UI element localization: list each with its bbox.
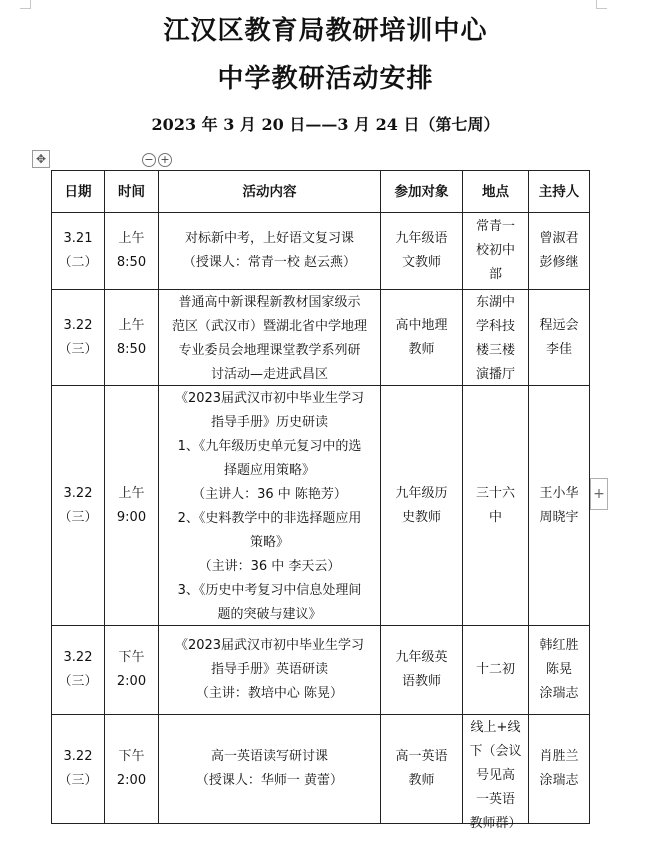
cell-line: （授课人：华师一 黄蕾） bbox=[195, 773, 344, 788]
cell-audience-text bbox=[385, 745, 458, 793]
cell-host bbox=[529, 213, 590, 290]
cell-line: 演播厅 bbox=[475, 366, 515, 382]
cell-line: 8:50 bbox=[116, 255, 147, 270]
header-host: 主持人 bbox=[529, 171, 590, 213]
cell-time bbox=[105, 715, 159, 824]
cell-line: 上午 bbox=[118, 485, 145, 501]
cell-host-text bbox=[533, 227, 585, 275]
cell-time bbox=[105, 386, 159, 626]
cell-content bbox=[159, 715, 381, 824]
cell-place bbox=[463, 386, 529, 626]
cell-line: 教师 bbox=[408, 341, 435, 357]
cell-line: 王小华 bbox=[539, 485, 579, 501]
schedule-table bbox=[51, 170, 590, 831]
cell-line: 专业委员会地理课堂教学系列研 bbox=[178, 342, 361, 358]
cell-date bbox=[52, 715, 105, 824]
cell-content bbox=[159, 290, 381, 386]
cell-place bbox=[463, 213, 529, 290]
header-audience: 参加对象 bbox=[381, 171, 463, 213]
week-range: 2023 年 3 月 20 日——3 月 24 日（第七周） bbox=[151, 115, 500, 134]
cell-host bbox=[529, 290, 590, 386]
page-title: 江汉区教育局教研培训中心 bbox=[163, 16, 488, 46]
cell-line: （三） bbox=[58, 341, 98, 357]
cell-line: （授课人：常青一校 赵云燕） bbox=[182, 255, 357, 270]
cell-line: 2:00 bbox=[116, 773, 147, 788]
cell-line: 涂瑞志 bbox=[539, 773, 579, 788]
cell-line: 线上+线 bbox=[470, 719, 521, 735]
cell-line: 3.22 bbox=[63, 317, 93, 333]
page-corner-mark-right bbox=[596, 0, 607, 9]
cell-line: （二） bbox=[58, 255, 98, 270]
cell-time bbox=[105, 626, 159, 715]
page-subtitle: 中学教研活动安排 bbox=[217, 64, 434, 94]
cell-line: 东湖中 bbox=[475, 294, 515, 310]
cell-line: 策略》 bbox=[249, 534, 289, 550]
header-time: 时间 bbox=[105, 171, 159, 213]
cell-line: 教师群） bbox=[469, 815, 522, 831]
cell-content bbox=[159, 626, 381, 715]
cell-time-text bbox=[109, 745, 154, 793]
table-row bbox=[52, 386, 590, 626]
cell-line: 涂瑞志 bbox=[539, 686, 579, 701]
cell-time-text bbox=[109, 227, 154, 275]
cell-date bbox=[52, 213, 105, 290]
cell-audience bbox=[381, 626, 463, 715]
cell-host bbox=[529, 626, 590, 715]
cell-line: 对标新中考，上好语文复习课 bbox=[184, 231, 354, 246]
header-content: 活动内容 bbox=[159, 171, 381, 213]
add-row-icon[interactable]: + bbox=[590, 478, 608, 510]
cell-place bbox=[463, 626, 529, 715]
cell-line: 学科技 bbox=[475, 318, 515, 334]
cell-line: 教师 bbox=[408, 773, 435, 788]
page-corner-mark-left bbox=[20, 0, 31, 9]
cell-date bbox=[52, 290, 105, 386]
table-row bbox=[52, 626, 590, 715]
cell-line: 9:00 bbox=[116, 509, 147, 525]
cell-audience-text bbox=[385, 227, 458, 275]
cell-host-text bbox=[533, 314, 585, 362]
cell-line: 范区（武汉市）暨湖北省中学地理 bbox=[171, 318, 367, 334]
cell-line: 高一英语 bbox=[395, 749, 448, 764]
cell-line: 择题应用策略》 bbox=[223, 462, 315, 478]
cell-audience bbox=[381, 213, 463, 290]
cell-line: 下（会议 bbox=[469, 743, 522, 759]
cell-date bbox=[52, 386, 105, 626]
cell-line: 肖胜兰 bbox=[539, 749, 579, 764]
cell-audience bbox=[381, 386, 463, 626]
cell-host bbox=[529, 715, 590, 824]
cell-date-text bbox=[56, 745, 100, 793]
cell-place-text bbox=[467, 291, 524, 385]
cell-content-text bbox=[163, 227, 376, 275]
cell-place-text bbox=[467, 658, 524, 682]
cell-line: 十二初 bbox=[475, 662, 515, 677]
cell-host bbox=[529, 386, 590, 626]
cell-line: （主讲：教培中心 陈晃） bbox=[195, 686, 344, 701]
cell-line: 楼三楼 bbox=[475, 342, 515, 358]
add-column-icon[interactable]: + bbox=[158, 153, 172, 167]
cell-content-text bbox=[163, 291, 376, 385]
cell-line: 3.22 bbox=[63, 650, 93, 665]
cell-line: 校初中 bbox=[475, 243, 515, 258]
cell-line: 一英语 bbox=[475, 791, 515, 807]
cell-date bbox=[52, 626, 105, 715]
remove-column-icon[interactable]: − bbox=[142, 153, 156, 167]
cell-line: （主讲人：36 中 陈艳芳） bbox=[192, 486, 347, 502]
cell-line: 部 bbox=[488, 267, 502, 282]
table-header-row bbox=[52, 171, 590, 213]
cell-line: 李佳 bbox=[545, 341, 572, 357]
cell-line: 3.22 bbox=[63, 485, 93, 501]
cell-time bbox=[105, 290, 159, 386]
cell-line: 指导手册》历史研读 bbox=[210, 414, 328, 430]
cell-line: 3.21 bbox=[63, 231, 93, 246]
cell-audience-text bbox=[385, 646, 458, 694]
cell-line: 语教师 bbox=[401, 674, 441, 689]
table-move-handle-icon[interactable]: ✥ bbox=[32, 150, 50, 168]
cell-time-text bbox=[109, 482, 154, 530]
cell-line: 2:00 bbox=[116, 674, 147, 689]
cell-line: 程远会 bbox=[539, 317, 579, 333]
cell-line: 韩红胜 bbox=[539, 638, 579, 653]
cell-line: 陈晃 bbox=[545, 662, 572, 677]
cell-line: （主讲：36 中 李天云） bbox=[198, 558, 341, 574]
cell-line: 讨活动—走进武昌区 bbox=[210, 366, 328, 382]
table-row bbox=[52, 290, 590, 386]
cell-line: 下午 bbox=[118, 650, 145, 665]
cell-date-text bbox=[56, 314, 100, 362]
cell-line: 文教师 bbox=[401, 255, 441, 270]
cell-place-text bbox=[467, 215, 524, 287]
cell-line: 高中地理 bbox=[395, 317, 448, 333]
cell-line: 彭修继 bbox=[539, 255, 579, 270]
cell-host-text bbox=[533, 745, 585, 793]
cell-line: 8:50 bbox=[116, 341, 147, 357]
cell-place bbox=[463, 290, 529, 386]
cell-date-text bbox=[56, 646, 100, 694]
cell-date-text bbox=[56, 227, 100, 275]
cell-line: 上午 bbox=[118, 231, 145, 246]
cell-content-text bbox=[163, 634, 376, 706]
cell-line: 中 bbox=[488, 509, 502, 525]
cell-place bbox=[463, 715, 529, 831]
cell-time bbox=[105, 213, 159, 290]
cell-line: 曾淑君 bbox=[539, 231, 579, 246]
cell-line: 指导手册》英语研读 bbox=[210, 662, 328, 677]
cell-line: 三十六 bbox=[475, 485, 515, 501]
table-row bbox=[52, 213, 590, 290]
cell-line: 《2023届武汉市初中毕业生学习 bbox=[174, 390, 365, 406]
cell-audience bbox=[381, 290, 463, 386]
cell-place-text bbox=[467, 716, 524, 831]
header-place: 地点 bbox=[463, 171, 529, 213]
cell-content bbox=[159, 213, 381, 290]
cell-audience bbox=[381, 715, 463, 824]
cell-line: 九年级语 bbox=[395, 231, 448, 246]
cell-line: 1、《九年级历史单元复习中的选 bbox=[177, 438, 362, 454]
cell-content bbox=[159, 386, 381, 626]
cell-host-text bbox=[533, 482, 585, 530]
cell-audience-text bbox=[385, 482, 458, 530]
cell-audience-text bbox=[385, 314, 458, 362]
cell-time-text bbox=[109, 314, 154, 362]
cell-line: 周晓宇 bbox=[539, 509, 579, 525]
cell-line: 2、《史料教学中的非选择题应用 bbox=[177, 510, 362, 526]
cell-line: 3、《历史中考复习中信息处理间 bbox=[177, 582, 362, 598]
cell-line: 常青一 bbox=[475, 219, 515, 234]
header-date: 日期 bbox=[52, 171, 105, 213]
cell-line: 下午 bbox=[118, 749, 145, 764]
cell-place-text bbox=[467, 482, 524, 530]
cell-time-text bbox=[109, 646, 154, 694]
cell-line: （三） bbox=[58, 674, 98, 689]
cell-line: 普通高中新课程新教材国家级示 bbox=[178, 294, 361, 310]
cell-line: （三） bbox=[58, 509, 98, 525]
cell-line: 九年级历 bbox=[395, 485, 448, 501]
cell-line: 九年级英 bbox=[395, 650, 448, 665]
cell-host-text bbox=[533, 634, 585, 706]
cell-line: 号见高 bbox=[475, 767, 515, 783]
cell-content-text bbox=[163, 387, 376, 625]
cell-line: 《2023届武汉市初中毕业生学习 bbox=[174, 638, 365, 653]
cell-date-text bbox=[56, 482, 100, 530]
cell-content-text bbox=[163, 745, 376, 793]
cell-line: 题的突破与建议》 bbox=[217, 606, 322, 622]
cell-line: 上午 bbox=[118, 317, 145, 333]
cell-line: 高一英语读写研讨课 bbox=[210, 749, 328, 764]
cell-line: 3.22 bbox=[63, 749, 93, 764]
table-row bbox=[52, 715, 590, 824]
cell-line: 史教师 bbox=[401, 509, 441, 525]
cell-line: （三） bbox=[58, 773, 98, 788]
